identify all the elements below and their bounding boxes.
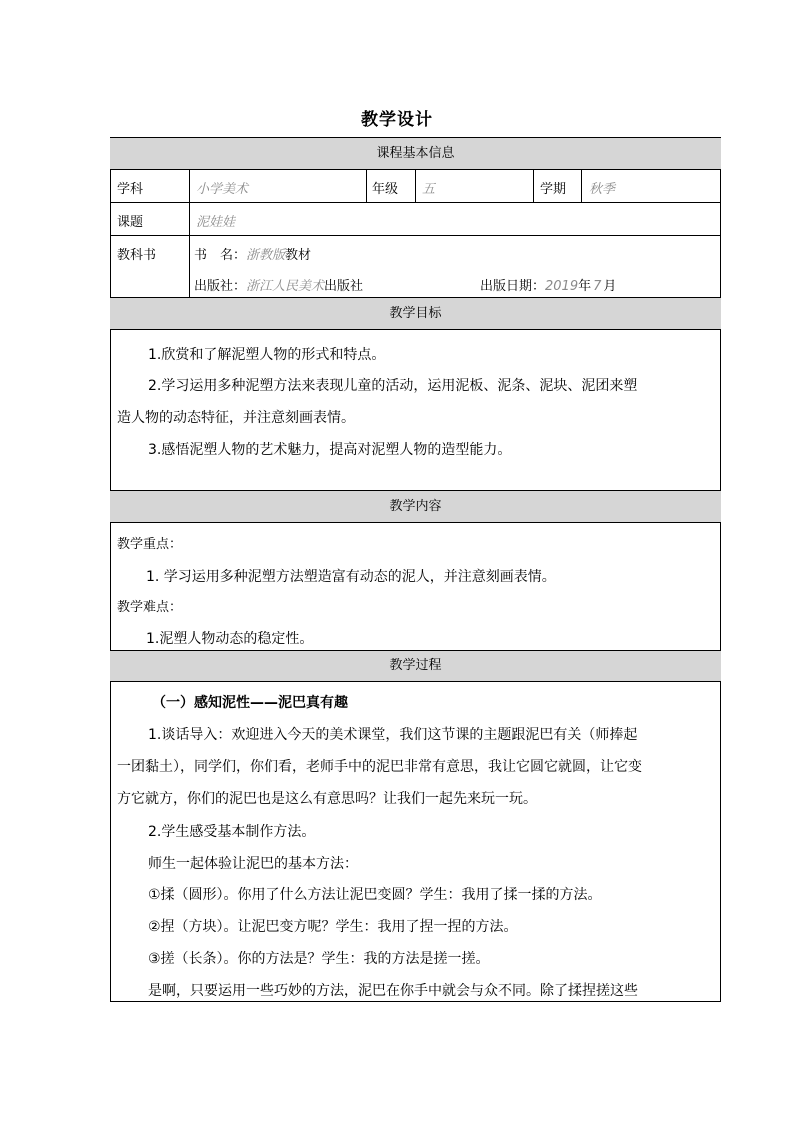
publisher-suffix: 出版社 [324,279,364,294]
textbook-label: 教科书 [117,248,157,263]
section-objectives: 教学目标 [110,297,721,330]
publisher-label: 出版社： [194,279,247,294]
process-line: ②捏（方块）。让泥巴变方呢？学生：我用了捏一捏的方法。 [148,919,518,935]
process-line: ③搓（长条）。你的方法是？学生：我的方法是搓一搓。 [148,951,490,967]
pubdate-month-suffix: 月 [603,279,617,294]
col-divider [581,170,582,202]
objective-item: 造人物的动态特征，并注意刻画表情。 [117,410,355,426]
key-point-item: 1. 学习运用多种泥塑方法塑造富有动态的泥人，并注意刻画表情。 [146,569,556,585]
section-content: 教学内容 [110,490,721,523]
objective-item: 2.学习运用多种泥塑方法来表现儿童的活动，运用泥板、泥条、泥块、泥团来塑 [148,378,638,394]
book-name-line [194,244,311,263]
col-divider [366,170,367,202]
row-divider [110,202,721,203]
col-divider [189,170,190,297]
subject-value: 小学美术 [196,182,249,197]
pubdate-year: 2019 [545,279,579,294]
process-line: 1.谈话导入：欢迎进入今天的美术课堂，我们这节课的主题跟泥巴有关（师捧起 [148,727,638,743]
process-line: ①揉（圆形）。你用了什么方法让泥巴变圆？学生：我用了揉一揉的方法。 [148,887,602,903]
process-line: 方它就方，你们的泥巴也是这么有意思吗？让我们一起先来玩一玩。 [117,791,537,807]
document-title: 教学设计 [361,110,433,130]
objective-item: 1.欣赏和了解泥塑人物的形式和特点。 [148,347,386,363]
subject-label: 学科 [117,182,144,197]
pubdate-label: 出版日期： [480,279,546,294]
grade-label: 年级 [372,182,399,197]
pubdate-month: 7 [593,279,602,294]
topic-value: 泥娃娃 [196,215,236,230]
book-name-value: 浙教版 [246,248,286,263]
process-line: 一团黏土），同学们，你们看，老师手中的泥巴非常有意思，我让它圆它就圆，让它变 [117,759,642,775]
section-process: 教学过程 [110,650,721,682]
difficulty-item: 1.泥塑人物动态的稳定性。 [146,631,314,647]
row-divider [110,235,721,236]
key-points-label: 教学重点： [117,537,183,552]
pubdate-year-suffix: 年 [578,279,592,294]
section-basic-info: 课程基本信息 [110,137,721,170]
topic-label: 课题 [117,215,144,230]
col-divider [415,170,416,202]
term-label: 学期 [540,182,567,197]
col-divider [533,170,534,202]
difficulty-label: 教学难点： [117,600,183,615]
process-line: 2.学生感受基本制作方法。 [148,824,316,840]
grade-value: 五 [422,182,436,197]
publisher-value: 浙江人民美术 [246,279,325,294]
pubdate-line [480,275,616,294]
process-line: 是啊，只要运用一些巧妙的方法，泥巴在你手中就会与众不同。除了揉捏搓这些 [148,983,638,999]
process-line: 师生一起体验让泥巴的基本方法： [148,856,358,872]
book-name-label: 书 名： [194,248,247,263]
book-name-suffix: 教材 [285,248,312,263]
term-value: 秋季 [589,182,616,197]
objective-item: 3.感悟泥塑人物的艺术魅力，提高对泥塑人物的造型能力。 [148,442,512,458]
publisher-line [194,275,363,294]
process-heading: （一）感知泥性——泥巴真有趣 [152,695,348,711]
